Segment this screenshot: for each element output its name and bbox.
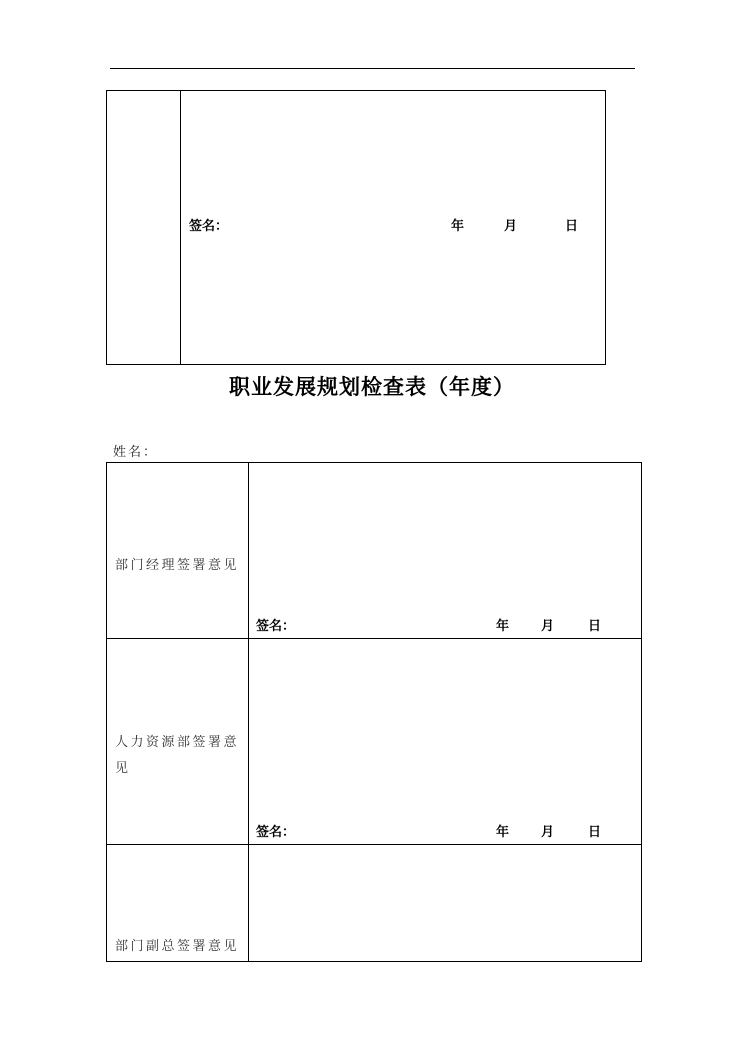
row-divider bbox=[107, 638, 641, 639]
continued-table bbox=[106, 90, 606, 365]
column-divider bbox=[248, 463, 249, 961]
signature-label: 签名： bbox=[256, 825, 296, 840]
signature-year: 年 bbox=[496, 825, 510, 840]
signature-year: 年 bbox=[496, 619, 510, 634]
signature-month: 月 bbox=[541, 619, 555, 634]
continued-table-label-cell bbox=[107, 91, 181, 364]
signature-label: 签名： bbox=[256, 619, 296, 634]
signature-month: 月 bbox=[504, 219, 518, 234]
signature-day: 日 bbox=[588, 825, 602, 840]
signature-day: 日 bbox=[565, 219, 579, 234]
page-title: 职业发展规划检查表（年度） bbox=[229, 375, 515, 399]
review-table bbox=[106, 462, 642, 962]
signature-day: 日 bbox=[588, 619, 602, 634]
row-divider bbox=[107, 844, 641, 845]
name-field-label: 姓名： bbox=[113, 445, 159, 460]
header-rule bbox=[110, 68, 635, 69]
signature-label: 签名： bbox=[189, 219, 229, 234]
row-label-human-resources: 人力资源部签署意见 bbox=[115, 735, 240, 776]
row-label-deputy-general-manager: 部门副总签署意见 bbox=[115, 939, 240, 954]
signature-month: 月 bbox=[541, 825, 555, 840]
signature-year: 年 bbox=[451, 219, 465, 234]
row-label-department-manager: 部门经理签署意见 bbox=[115, 558, 240, 573]
